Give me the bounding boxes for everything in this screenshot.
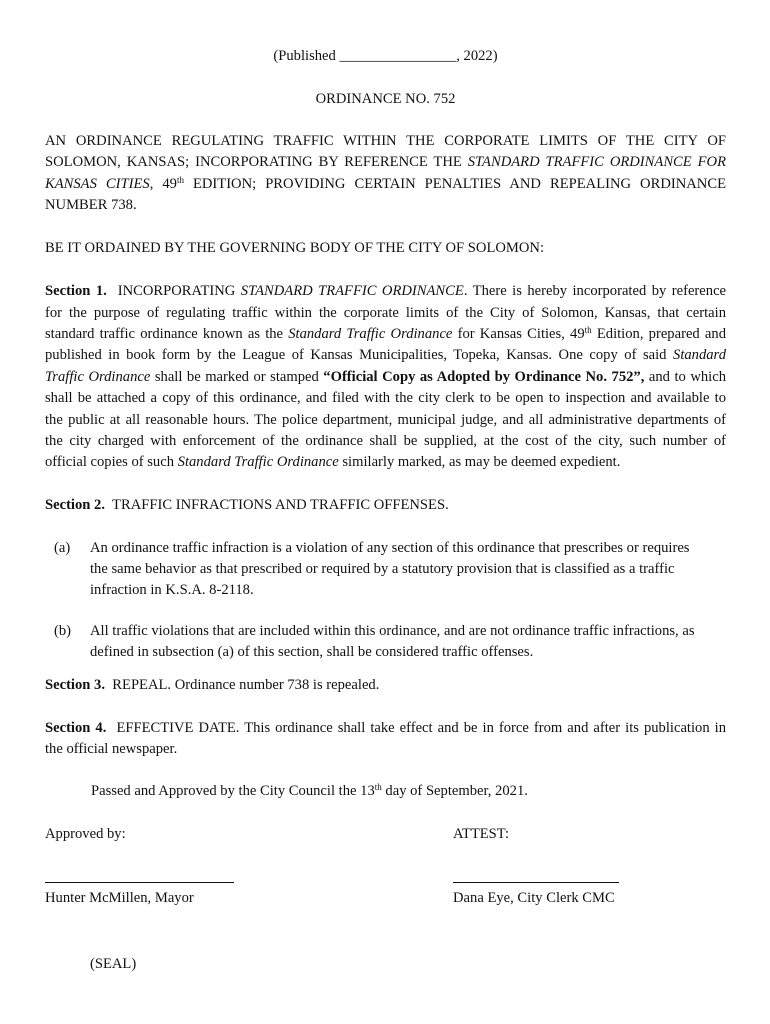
attest-label: ATTEST: — [453, 826, 510, 842]
mayor-name: Hunter McMillen, Mayor — [45, 890, 194, 906]
section-2-heading: Section 2. — [45, 497, 105, 513]
clerk-signature-line — [453, 882, 619, 883]
passed-approved-line: Passed and Approved by the City Council the 13th day of September, 2021. — [91, 782, 528, 799]
clerk-name: Dana Eye, City Clerk CMC — [453, 890, 615, 906]
section-3: Section 3. REPEAL. Ordinance number 738 is repealed. — [45, 677, 380, 693]
section-4-heading: Section 4. — [45, 720, 107, 736]
ordained-clause: BE IT ORDAINED BY THE GOVERNING BODY OF THE CITY OF SOLOMON: — [45, 240, 545, 256]
mayor-signature-line — [45, 882, 234, 883]
section-1-heading: Section 1. — [45, 283, 107, 299]
ordinance-number: ORDINANCE NO. 752 — [315, 91, 456, 107]
approved-by-label: Approved by: — [45, 826, 126, 842]
section-3-heading: Section 3. — [45, 677, 105, 693]
seal-label: (SEAL) — [90, 956, 137, 972]
published-line: (Published ________________, 2022) — [273, 48, 498, 64]
